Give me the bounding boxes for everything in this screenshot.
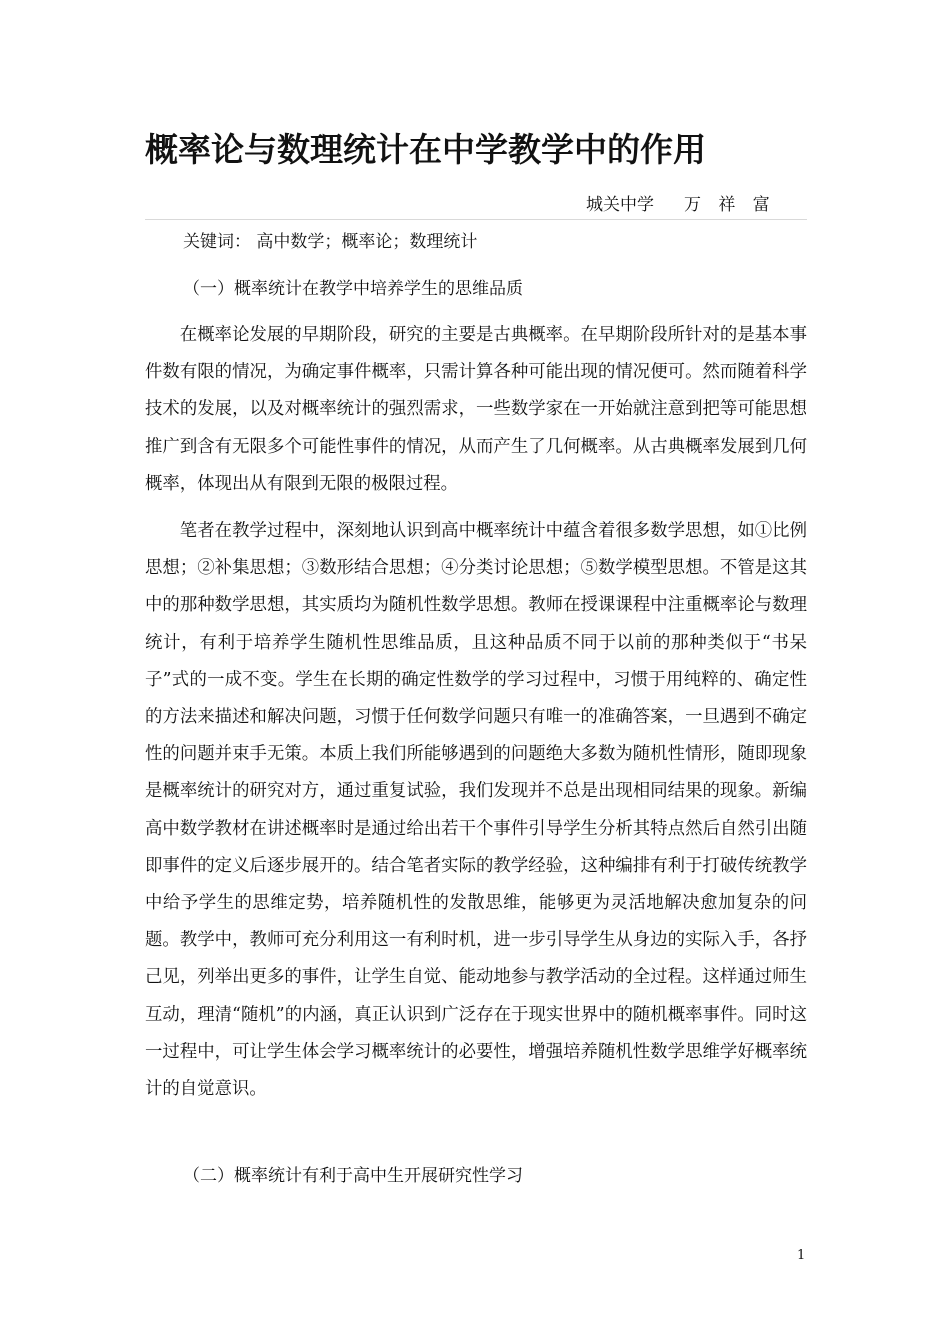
paragraph-2: 笔者在教学过程中，深刻地认识到高中概率统计中蕴含着很多数学思想，如①比例思想；②补集思想；③数形结合思想；④分类讨论思想；⑤数学模型思想。不管是这其中的那种数学思想，其实质均为随机性数学思想。教师在授课课程中注重概率论与数理统计，有利于培养学生随机性思维品质，且这种品质不同于以前的那种类似于“书呆子”式的一成不变。学生在长期的确定性数学的学习过程中，习惯于用纯粹的、确定性的方法来描述和解决问题，习惯于任何数学问题只有唯一的准确答案，一旦遇到不确定性的问题并束手无策。本质上我们所能够遇到的问题绝大多数为随机性情形，随即现象是概率统计的研究对方，通过重复试验，我们发现并不总是出现相同结果的现象。新编高中数学教材在讲述概率时是通过给出若干个事件引导学生分析其特点然后自然引出随即事件的定义后逐步展开的。结合笔者实际的教学经验，这种编排有利于打破传统教学中给予学生的思维定势，培养随机性的发散思维，能够更为灵活地解决愈加复杂的问题。教学中，教师可充分利用这一有利时机，进一步引导学生从身边的实际入手，各抒己见，列举出更多的事件，让学生自觉、能动地参与教学活动的全过程。这样通过师生互动，理清“随机”的内涵，真正认识到广泛存在于现实世界中的随机概率事件。同时这一过程中，可让学生体会学习概率统计的必要性，增强培养随机性数学思维学好概率统计的自觉意识。 [145, 521, 807, 1100]
paragraph-1: 在概率论发展的早期阶段，研究的主要是古典概率。在早期阶段所针对的是基本事件数有限的情况，为确定事件概率，只需计算各种可能出现的情况便可。然而随着科学技术的发展，以及对概率统计的强烈需求，一些数学家在一开始就注意到把等可能思想推广到含有无限多个可能性事件的情况，从而产生了几何概率。从古典概率发展到几何概率，体现出从有限到无限的极限过程。 [145, 325, 807, 494]
author-line [560, 191, 810, 219]
keywords-line: 关键词： 高中数学；概率论；数理统计 [183, 232, 478, 252]
author-name: 万 祥 富 [684, 195, 776, 215]
page-number: 1 [797, 1248, 806, 1263]
section-heading-1: （一）概率统计在教学中培养学生的思维品质 [183, 279, 523, 299]
header-divider [145, 219, 807, 220]
section-heading-2: （二）概率统计有利于高中生开展研究性学习 [183, 1166, 523, 1186]
document-title: 概率论与数理统计在中学教学中的作用 [145, 130, 706, 169]
author-school: 城关中学 [586, 195, 654, 215]
